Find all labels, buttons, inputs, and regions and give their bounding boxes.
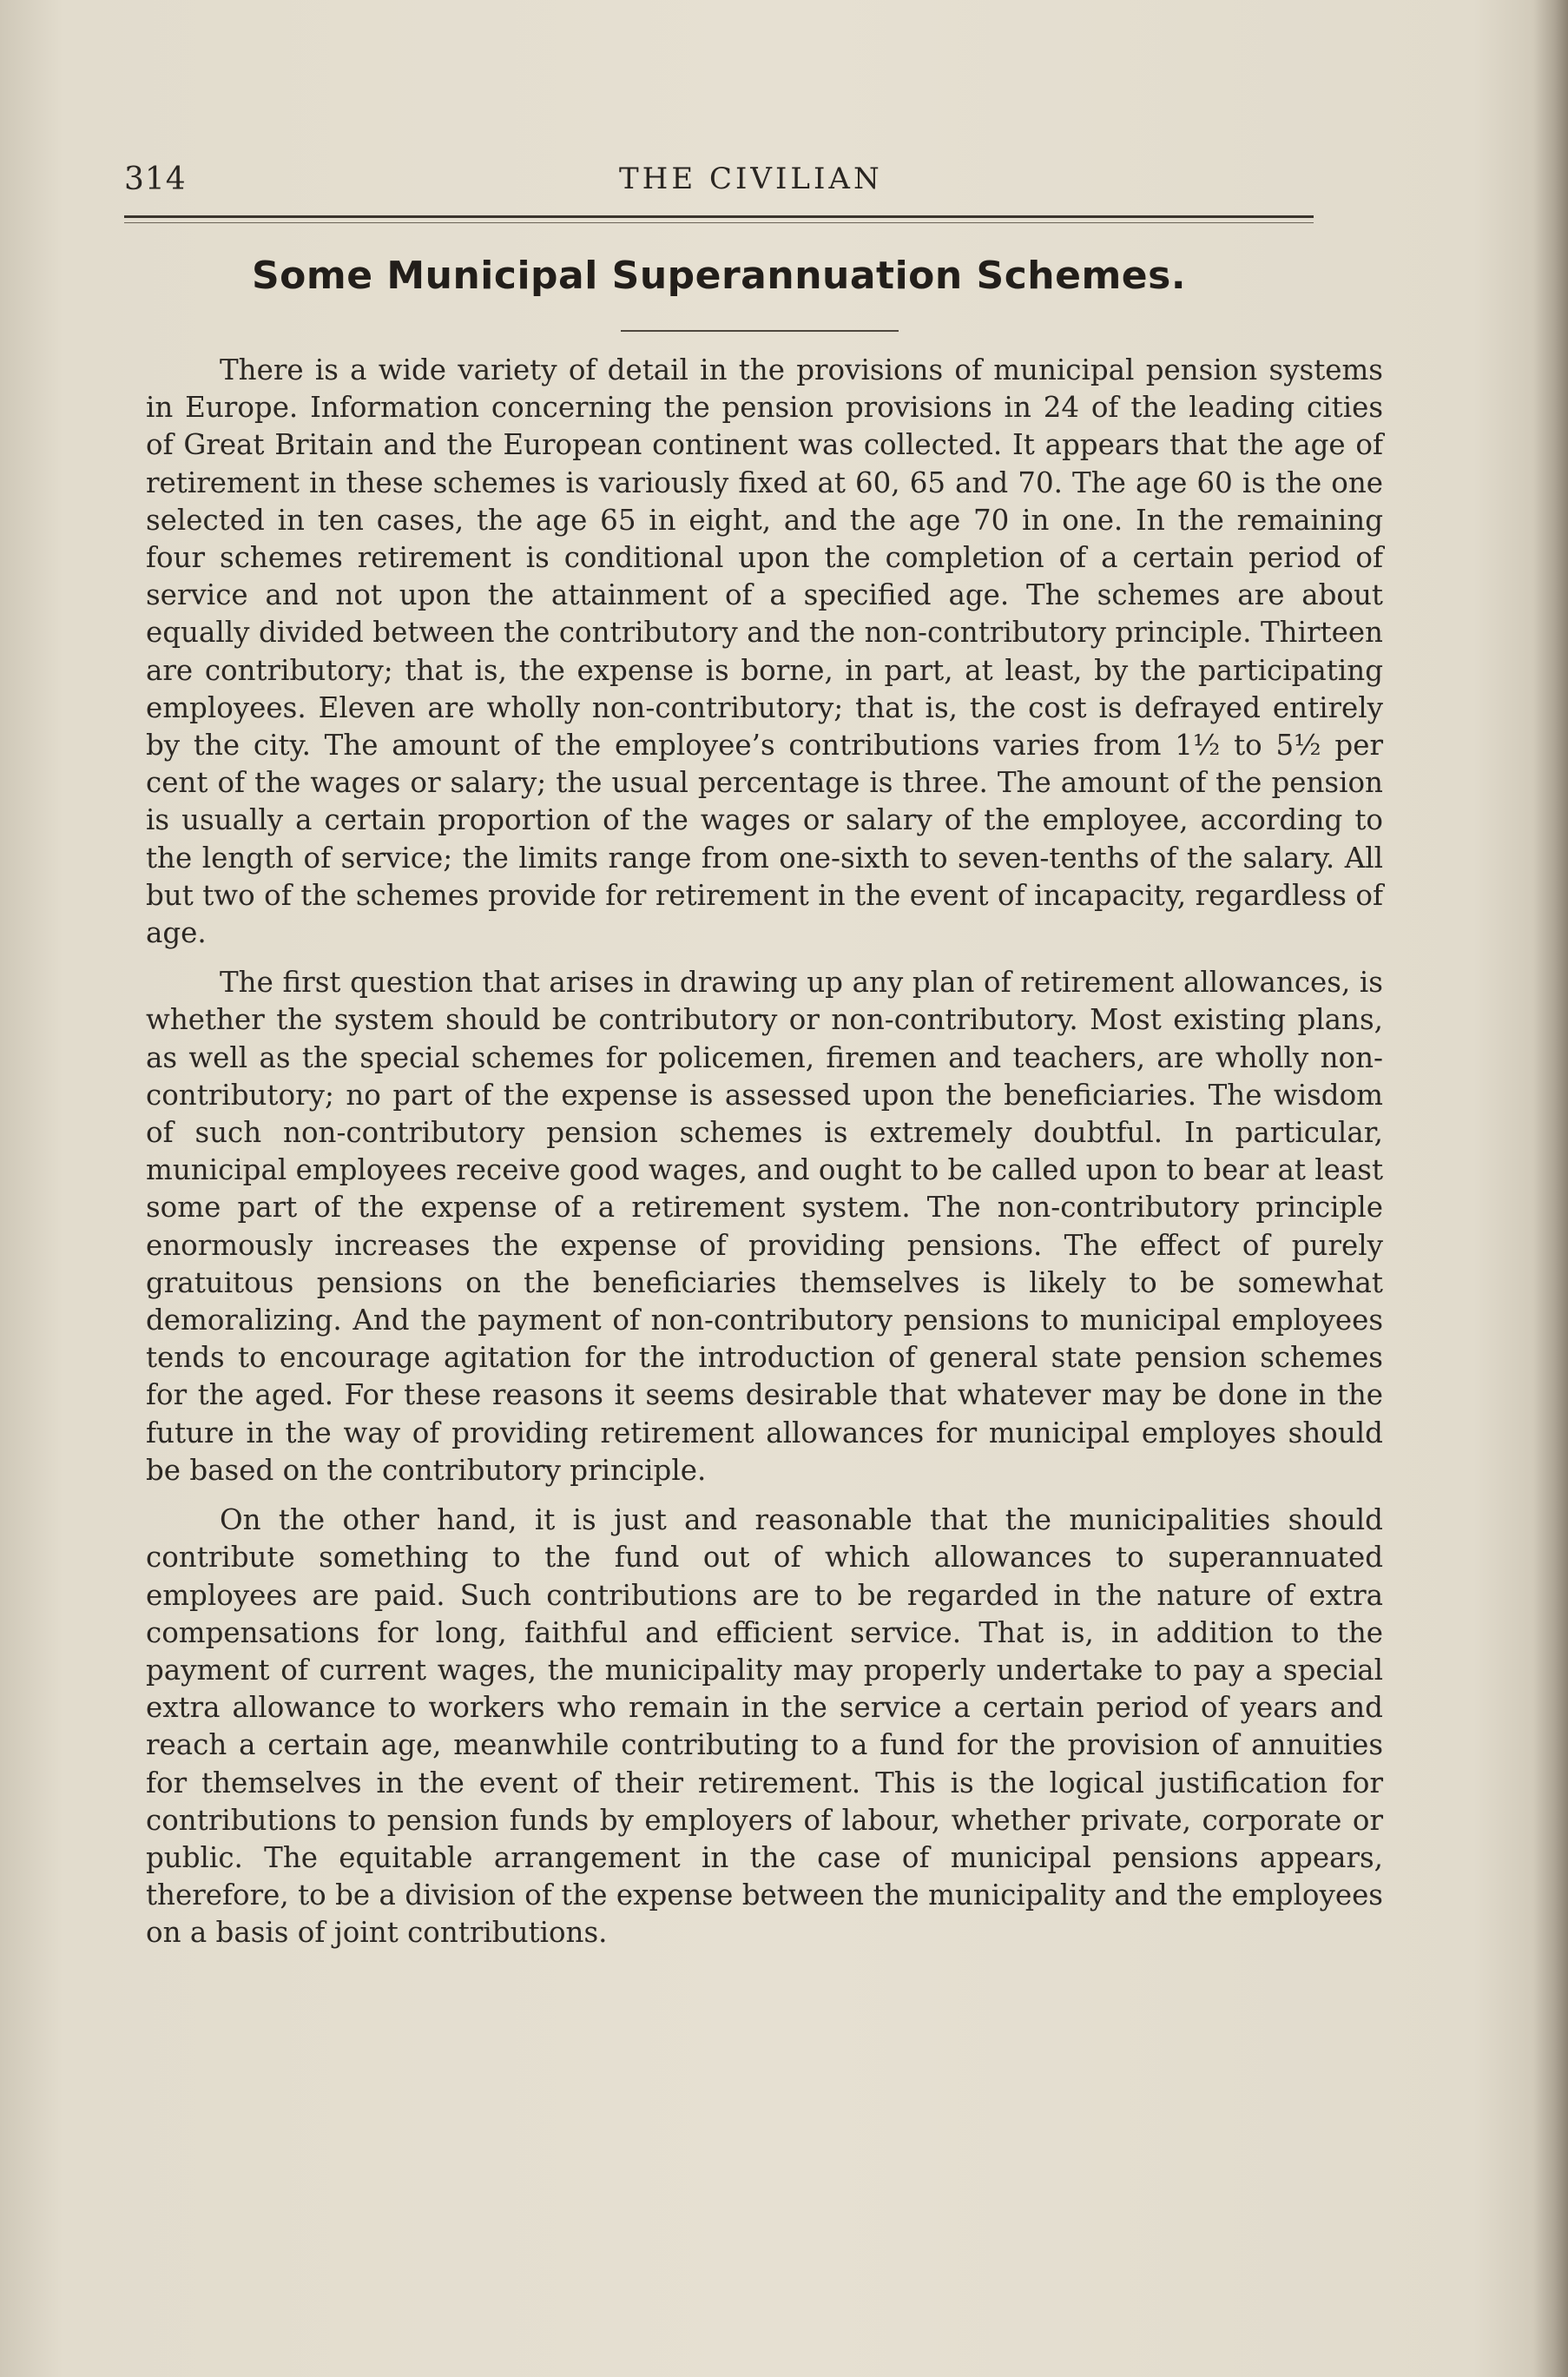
title-rule <box>621 330 899 332</box>
running-title: THE CIVILIAN <box>619 162 883 196</box>
header-rule <box>124 215 1314 218</box>
article-body <box>146 352 1383 1964</box>
page-header <box>124 156 1314 200</box>
paragraph-1: There is a wide variety of detail in the provisions of municipal pension systems in Europe. Information concerning the pension provisions in 24 of the leading cities of Great Britain and the European continent was collected. It appears that the age of retirement in these schemes is variously fixed at 60, 65 and 70. The age 60 is the one selected in ten cases, the age 65 in eight, and the age 70 in one. In the remaining four schemes retirement is conditional upon the completion of a certain period of service and not upon the attainment of a specified age. The schemes are about equally divided between the contributory and the non-contributory principle. Thirteen are contributory; that is, the expense is borne, in part, at least, by the participating employees. Eleven are wholly non-contributory; that is, the cost is defrayed entirely by the city. The amount of the employee’s contributions varies from 1½ to 5½ per cent of the wages or salary; the usual percentage is three. The amount of the pension is usually a certain proportion of the wages or salary of the employee, according to the length of service; the limits range from one-sixth to seven-tenths of the salary. All but two of the schemes provide for retirement in the event of incapacity, regardless of age. <box>146 353 1383 950</box>
binding-shadow <box>1533 0 1568 2377</box>
paragraph-2: The first question that arises in drawing up any plan of retirement allowances, is whether the system should be contributory or non-contributory. Most existing plans, as well as the special schemes for policemen, firemen and teachers, are wholly non-contributory; no part of the expense is assessed upon the beneficiaries. The wisdom of such non-contributory pension schemes is extremely doubtful. In particular, municipal employees receive good wages, and ought to be called upon to bear at least some part of the expense of a retirement system. The non-contributory principle enormously increases the expense of providing pensions. The effect of purely gratuitous pensions on the beneficiaries themselves is likely to be somewhat demoralizing. And the payment of non-contributory pensions to municipal employees tends to encourage agitation for the introduction of general state pension schemes for the aged. For these reasons it seems desirable that whatever may be done in the future in the way of providing retirement allowances for municipal employes should be based on the contributory principle. <box>146 966 1383 1487</box>
paragraph-3: On the other hand, it is just and reasonable that the municipalities should contribute something to the fund out of which allowances to superannuated employees are paid. Such contributions are to be regarded in the nature of extra compensations for long, faithful and efficient service. That is, in addition to the payment of current wages, the municipality may properly undertake to pay a special extra allowance to workers who remain in the service a certain period of years and reach a certain age, meanwhile contributing to a fund for the provision of annuities for themselves in the event of their retirement. This is the logical justification for contributions to pension funds by employers of labour, whether private, corporate or public. The equitable arrangement in the case of municipal pensions appears, therefore, to be a division of the expense between the municipality and the employees on a basis of joint contributions. <box>146 1503 1383 1950</box>
article-title: Some Municipal Superannuation Schemes. <box>251 254 1187 298</box>
page-number: 314 <box>124 162 187 197</box>
header-rule-thin <box>124 222 1314 223</box>
